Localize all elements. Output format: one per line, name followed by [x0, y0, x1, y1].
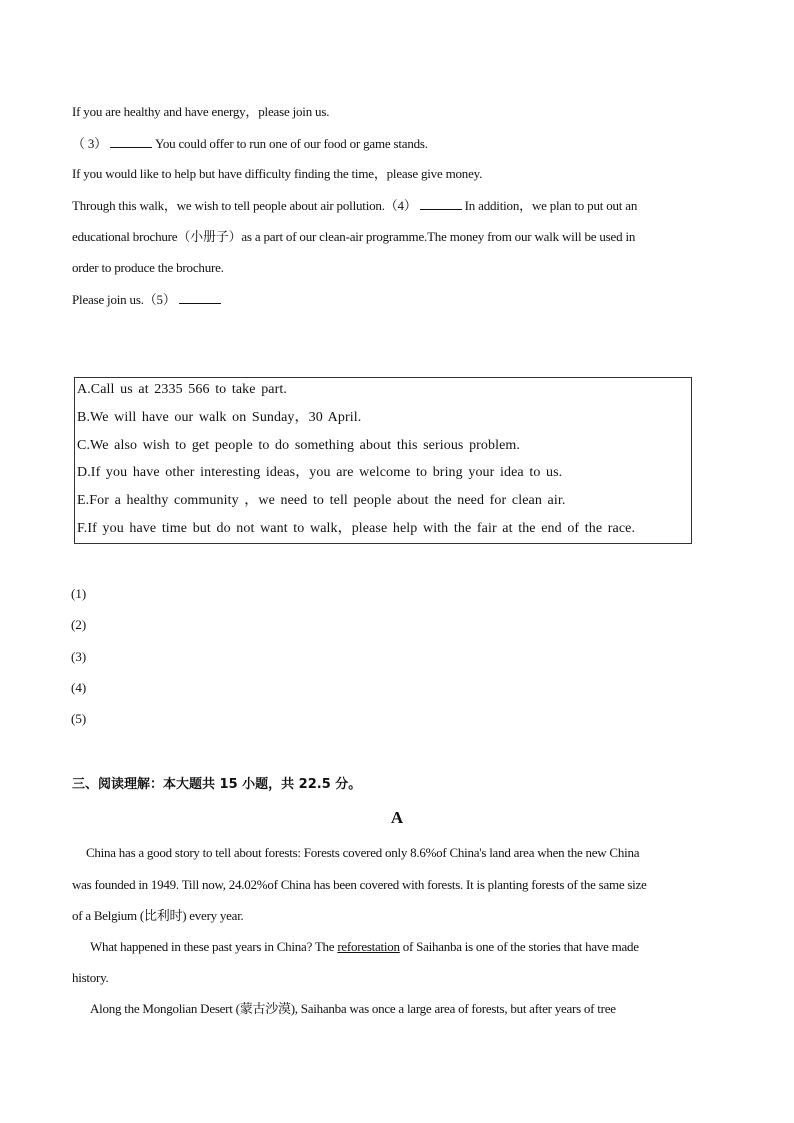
blank-4[interactable] [420, 197, 462, 210]
instruction-line-5: educational brochure（小册子）as a part of our clean-air programme.The money from our walk will be used in [72, 229, 636, 244]
options-box [74, 377, 692, 544]
passage-p1-line3: of a Belgium (比利时) every year. [72, 908, 244, 923]
answer-5[interactable]: (5) [71, 711, 87, 726]
passage-p1-line2: was founded in 1949. Till now, 24.02%of China has been covered with forests. It is planting forests of the same size [72, 877, 647, 892]
passage-p1-line1: China has a good story to tell about forests: Forests covered only 8.6%of China's land area when the new China [86, 845, 640, 860]
underlined-word: reforestation [337, 939, 400, 954]
instruction-line-3: If you would like to help but have difficulty finding the time，please give money. [72, 166, 483, 181]
answer-4[interactable]: (4) [71, 680, 87, 695]
option-f: F.If you have time but do not want to walk，please help with the fair at the end of the race. [77, 521, 636, 536]
instruction-line-7: Please join us.（5） [72, 291, 224, 308]
passage-p2-line1: What happened in these past years in China? The reforestation of Saihanba is one of the stories that have made [90, 939, 639, 954]
instruction-line-2: （ 3） You could offer to run one of our food or game stands. [72, 136, 428, 151]
answer-2[interactable]: (2) [71, 617, 87, 632]
option-e: E.For a healthy community ，we need to tell people about the need for clean air. [77, 493, 566, 508]
instruction-line-4: Through this walk，we wish to tell people about air pollution.（4） In addition，we plan to put out an [72, 198, 638, 213]
option-a: A.Call us at 2335 566 to take part. [77, 382, 287, 397]
instruction-line-1: If you are healthy and have energy，please join us. [72, 104, 330, 119]
instruction-line-6: order to produce the brochure. [72, 260, 224, 275]
blank-5[interactable] [179, 291, 221, 304]
answer-3[interactable]: (3) [71, 649, 87, 664]
passage-p2-line2: history. [72, 970, 109, 985]
answer-1[interactable]: (1) [71, 586, 87, 601]
section-heading: 三、阅读理解：本大题共 15 小题，共 22.5 分。 [72, 777, 362, 792]
passage-p3-line1: Along the Mongolian Desert (蒙古沙漠), Saihanba was once a large area of forests, but after years of tree [90, 1001, 616, 1016]
option-d: D.If you have other interesting ideas，you are welcome to bring your idea to us. [77, 465, 563, 480]
passage-title: A [390, 808, 404, 827]
option-c: C.We also wish to get people to do something about this serious problem. [77, 438, 521, 453]
option-b: B.We will have our walk on Sunday，30 April. [77, 410, 362, 425]
blank-3[interactable] [110, 135, 152, 148]
